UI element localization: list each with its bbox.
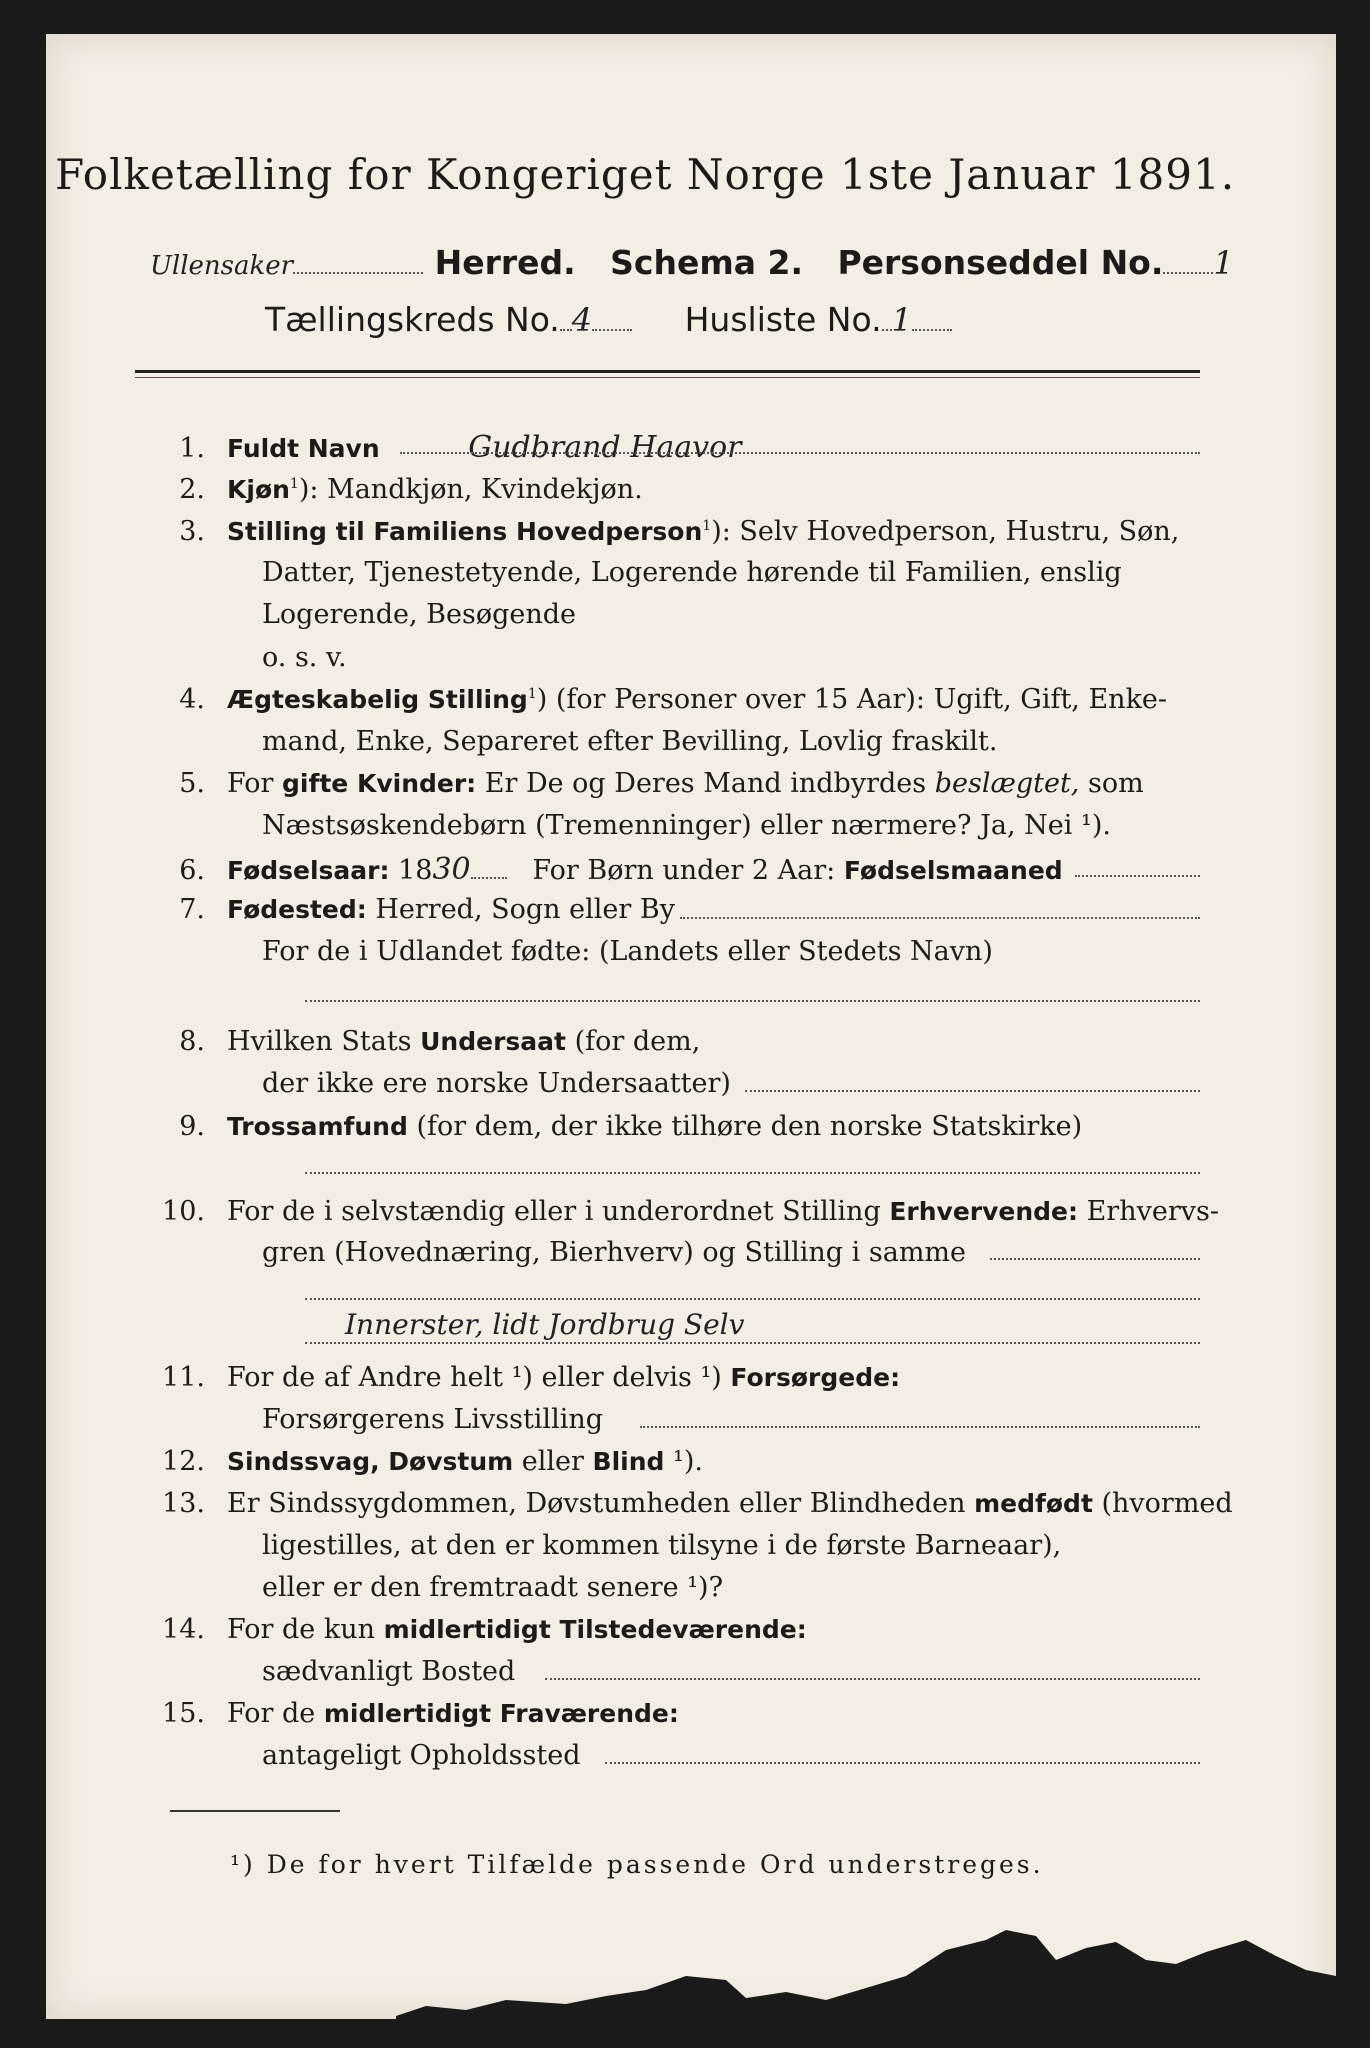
occupation-value: Innerster, lidt Jordbrug Selv	[345, 1308, 745, 1341]
footnote-rule	[170, 1810, 340, 1812]
item-12: 12. Sindssvag, Døvstum eller Blind ¹).	[162, 1446, 703, 1477]
item-1-label: Fuldt Navn	[227, 434, 380, 463]
item-15: 15. For de midlertidigt Fraværende:	[162, 1698, 679, 1729]
item-13-line3: eller er den fremtraadt senere ¹)?	[262, 1572, 724, 1603]
kreds-value: 4	[571, 301, 593, 339]
item-11-line2: Forsørgerens Livsstilling	[262, 1404, 604, 1435]
item-7-line2: For de i Udlandet fødte: (Landets eller Stedets Navn)	[262, 936, 993, 967]
item-5: 5. For gifte Kvinder: Er De og Deres Mand indbyrdes beslægtet, som	[179, 768, 1144, 799]
item-4: 4. Ægteskabelig Stilling$^1$) (for Personer over 15 Aar): Ugift, Gift, Enke-	[179, 684, 1168, 715]
fill-line-9	[305, 1172, 1200, 1174]
personseddel-value: 1	[1213, 244, 1234, 282]
footnote: ¹) De for hvert Tilfælde passende Ord understreges.	[230, 1850, 1044, 1879]
item-6: 6. Fødselsaar: 1830 For Børn under 2 Aar: Fødselsmaaned	[179, 852, 1063, 887]
item-10: 10. For de i selvstændig eller i underordnet Stilling Erhvervende: Erhvervs-	[162, 1196, 1219, 1227]
item-3: 3. Stilling til Familiens Hovedperson$^1$): Selv Hovedperson, Hustru, Søn,	[179, 516, 1180, 547]
torn-edge-icon	[46, 1880, 1336, 2048]
item-7: 7. Fødested: Herred, Sogn eller By	[179, 894, 675, 925]
kreds-row	[265, 300, 952, 339]
fill-line-7	[680, 917, 1200, 919]
item-10-line2: gren (Hovednæring, Bierhverv) og Stilling i samme	[262, 1237, 967, 1268]
header-rule	[135, 370, 1200, 373]
fill-line-6	[1075, 875, 1200, 877]
item-3-line3: Logerende, Besøgende	[262, 599, 576, 630]
herred-row	[150, 243, 1234, 282]
fill-line-1	[400, 452, 1200, 454]
item-8: 8. Hvilken Stats Undersaat (for dem,	[179, 1026, 701, 1057]
kreds-label: Tællingskreds No.	[265, 300, 560, 339]
item-13: 13. Er Sindssygdommen, Døvstumheden eller Blindheden medfødt (hvormed	[162, 1488, 1233, 1519]
form-title: Folketælling for Kongeriget Norge 1ste Januar 1891.	[54, 150, 1236, 199]
item-14-line2: sædvanligt Bosted	[262, 1656, 516, 1687]
personseddel-label: Personseddel No.	[837, 243, 1164, 282]
fill-line-10c	[305, 1342, 1200, 1344]
fill-line-11	[640, 1426, 1200, 1428]
fill-line-14	[545, 1678, 1200, 1680]
item-3-line4: o. s. v.	[262, 642, 347, 673]
husliste-value: 1	[891, 301, 912, 339]
schema-label: Schema 2.	[610, 243, 803, 282]
husliste-label: Husliste No.	[684, 300, 882, 339]
fill-line-10a	[990, 1258, 1200, 1260]
item-9: 9. Trossamfund (for dem, der ikke tilhøre den norske Statskirke)	[179, 1111, 1083, 1142]
fill-line-10b	[305, 1298, 1200, 1300]
herred-value: Ullensaker	[150, 251, 294, 281]
item-3-line2: Datter, Tjenestetyende, Logerende hørende til Familien, enslig	[262, 557, 1122, 588]
fill-line-15	[605, 1762, 1200, 1764]
birth-year-value: 30	[432, 852, 471, 887]
item-2: 2. Kjøn$^1$): Mandkjøn, Kvindekjøn.	[179, 474, 643, 505]
item-4-line2: mand, Enke, Separeret efter Bevilling, Lovlig fraskilt.	[262, 726, 998, 757]
item-11: 11. For de af Andre helt ¹) eller delvis ¹) Forsørgede:	[162, 1362, 901, 1393]
fill-line-8	[745, 1090, 1200, 1092]
fill-line-7b	[305, 1000, 1200, 1002]
item-8-line2: der ikke ere norske Undersaatter)	[262, 1068, 731, 1099]
herred-label: Herred.	[434, 243, 576, 282]
full-name-value: Gudbrand Haavor	[468, 430, 742, 465]
item-15-line2: antageligt Opholdssted	[262, 1740, 581, 1771]
item-1: 1. Fuldt Navn Gudbrand Haavor	[179, 430, 742, 465]
item-14: 14. For de kun midlertidigt Tilstedeværende:	[162, 1614, 807, 1645]
item-13-line2: ligestilles, at den er kommen tilsyne i de første Barneaar),	[262, 1530, 1062, 1561]
item-5-line2: Næstsøskendebørn (Tremenninger) eller nærmere? Ja, Nei ¹).	[262, 810, 1111, 841]
header-rule-thin	[135, 377, 1200, 378]
